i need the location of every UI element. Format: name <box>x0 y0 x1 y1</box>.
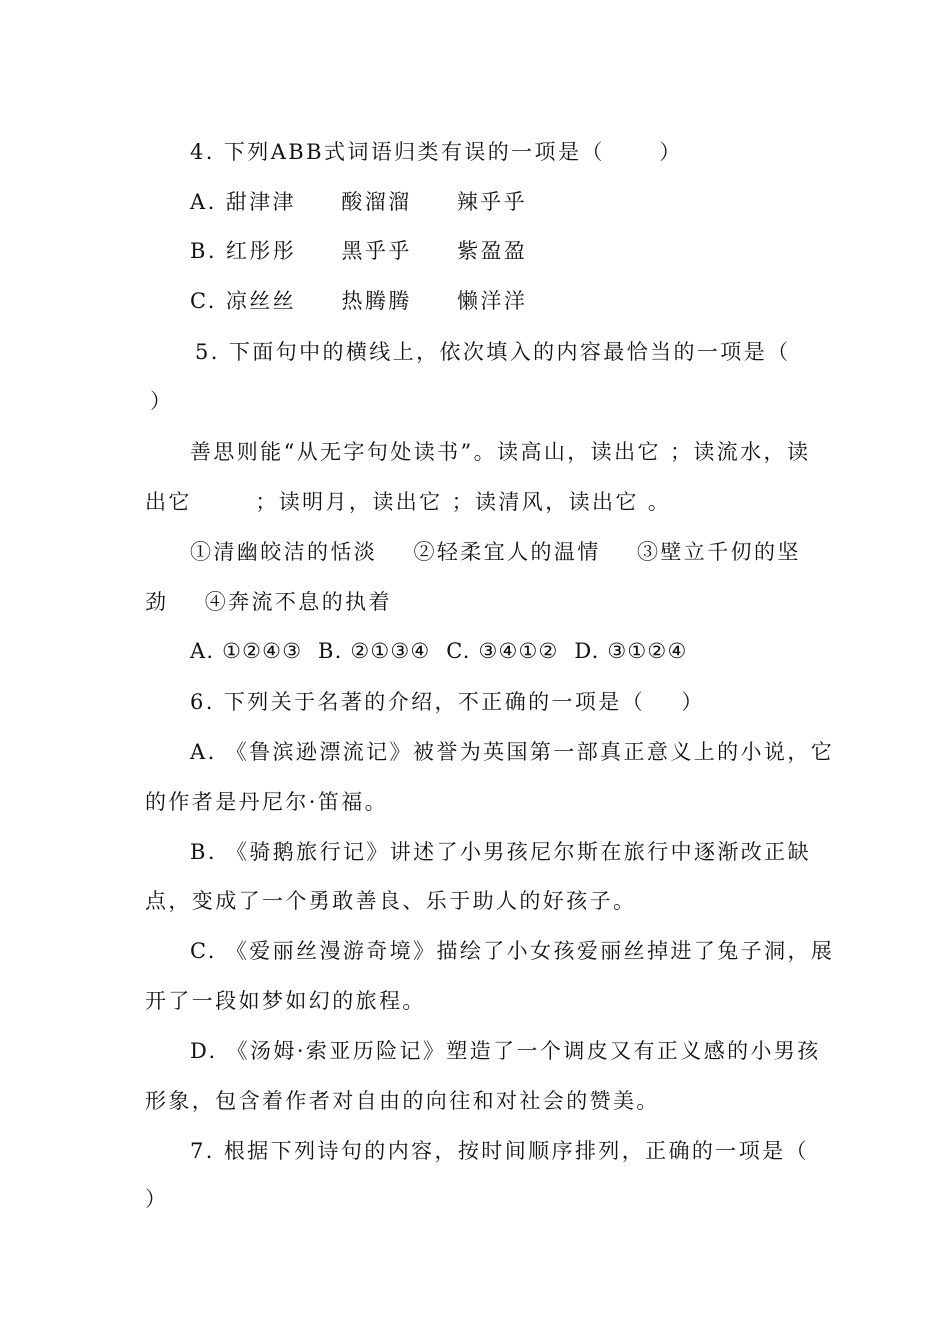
question-6-option-a: A. 《鲁滨逊漂流记》被誉为英国第一部真正意义上的小说，它 <box>190 740 835 764</box>
question-5-stem-continuation: ） <box>150 389 174 413</box>
question-7-stem: 7. 根据下列诗句的内容，按时间顺序排列，正确的一项是（ <box>190 1139 809 1163</box>
question-6-option-d-continuation: 形象，包含着作者对自由的向往和对社会的赞美。 <box>145 1089 660 1113</box>
question-6-stem: 6. 下列关于名著的介绍，不正确的一项是（ ） <box>190 690 705 714</box>
question-6-option-b-continuation: 点，变成了一个勇敢善良、乐于助人的好孩子。 <box>145 889 637 913</box>
question-6-option-c-continuation: 开了一段如梦如幻的旅程。 <box>145 989 426 1013</box>
question-6-option-a-continuation: 的作者是丹尼尔·笛福。 <box>145 790 389 814</box>
question-4-stem: 4. 下列ABB式词语归类有误的一项是（ ） <box>190 140 683 164</box>
question-5-passage-continuation: 出它 ；读明月，读出它 ；读清风，读出它 。 <box>145 490 672 514</box>
question-4-option-c: C. 凉丝丝 热腾腾 懒洋洋 <box>190 289 528 313</box>
question-4-option-b: B. 红彤彤 黑乎乎 紫盈盈 <box>190 239 528 263</box>
question-5-stem: 5. 下面句中的横线上，依次填入的内容最恰当的一项是（ <box>195 340 791 364</box>
question-4-option-a: A. 甜津津 酸溜溜 辣乎乎 <box>190 190 528 214</box>
question-5-items: ①清幽皎洁的恬淡 ②轻柔宜人的温情 ③壁立千仞的坚 <box>190 540 801 564</box>
question-6-option-d: D. 《汤姆·索亚历险记》塑造了一个调皮又有正义感的小男孩 <box>190 1039 821 1063</box>
question-5-passage: 善思则能“从无字句处读书”。读高山，读出它 ；读流水，读 <box>190 440 811 464</box>
question-7-stem-continuation: ） <box>145 1187 169 1211</box>
question-6-option-b: B. 《骑鹅旅行记》讲述了小男孩尼尔斯在旅行中逐渐改正缺 <box>190 840 811 864</box>
question-6-option-c: C. 《爱丽丝漫游奇境》描绘了小女孩爱丽丝掉进了兔子洞，展 <box>190 939 835 963</box>
question-5-choices: A. ①②④③ B. ②①③④ C. ③④①② D. ③①②④ <box>190 639 688 663</box>
question-5-items-continuation: 劲 ④奔流不息的执着 <box>145 590 392 614</box>
